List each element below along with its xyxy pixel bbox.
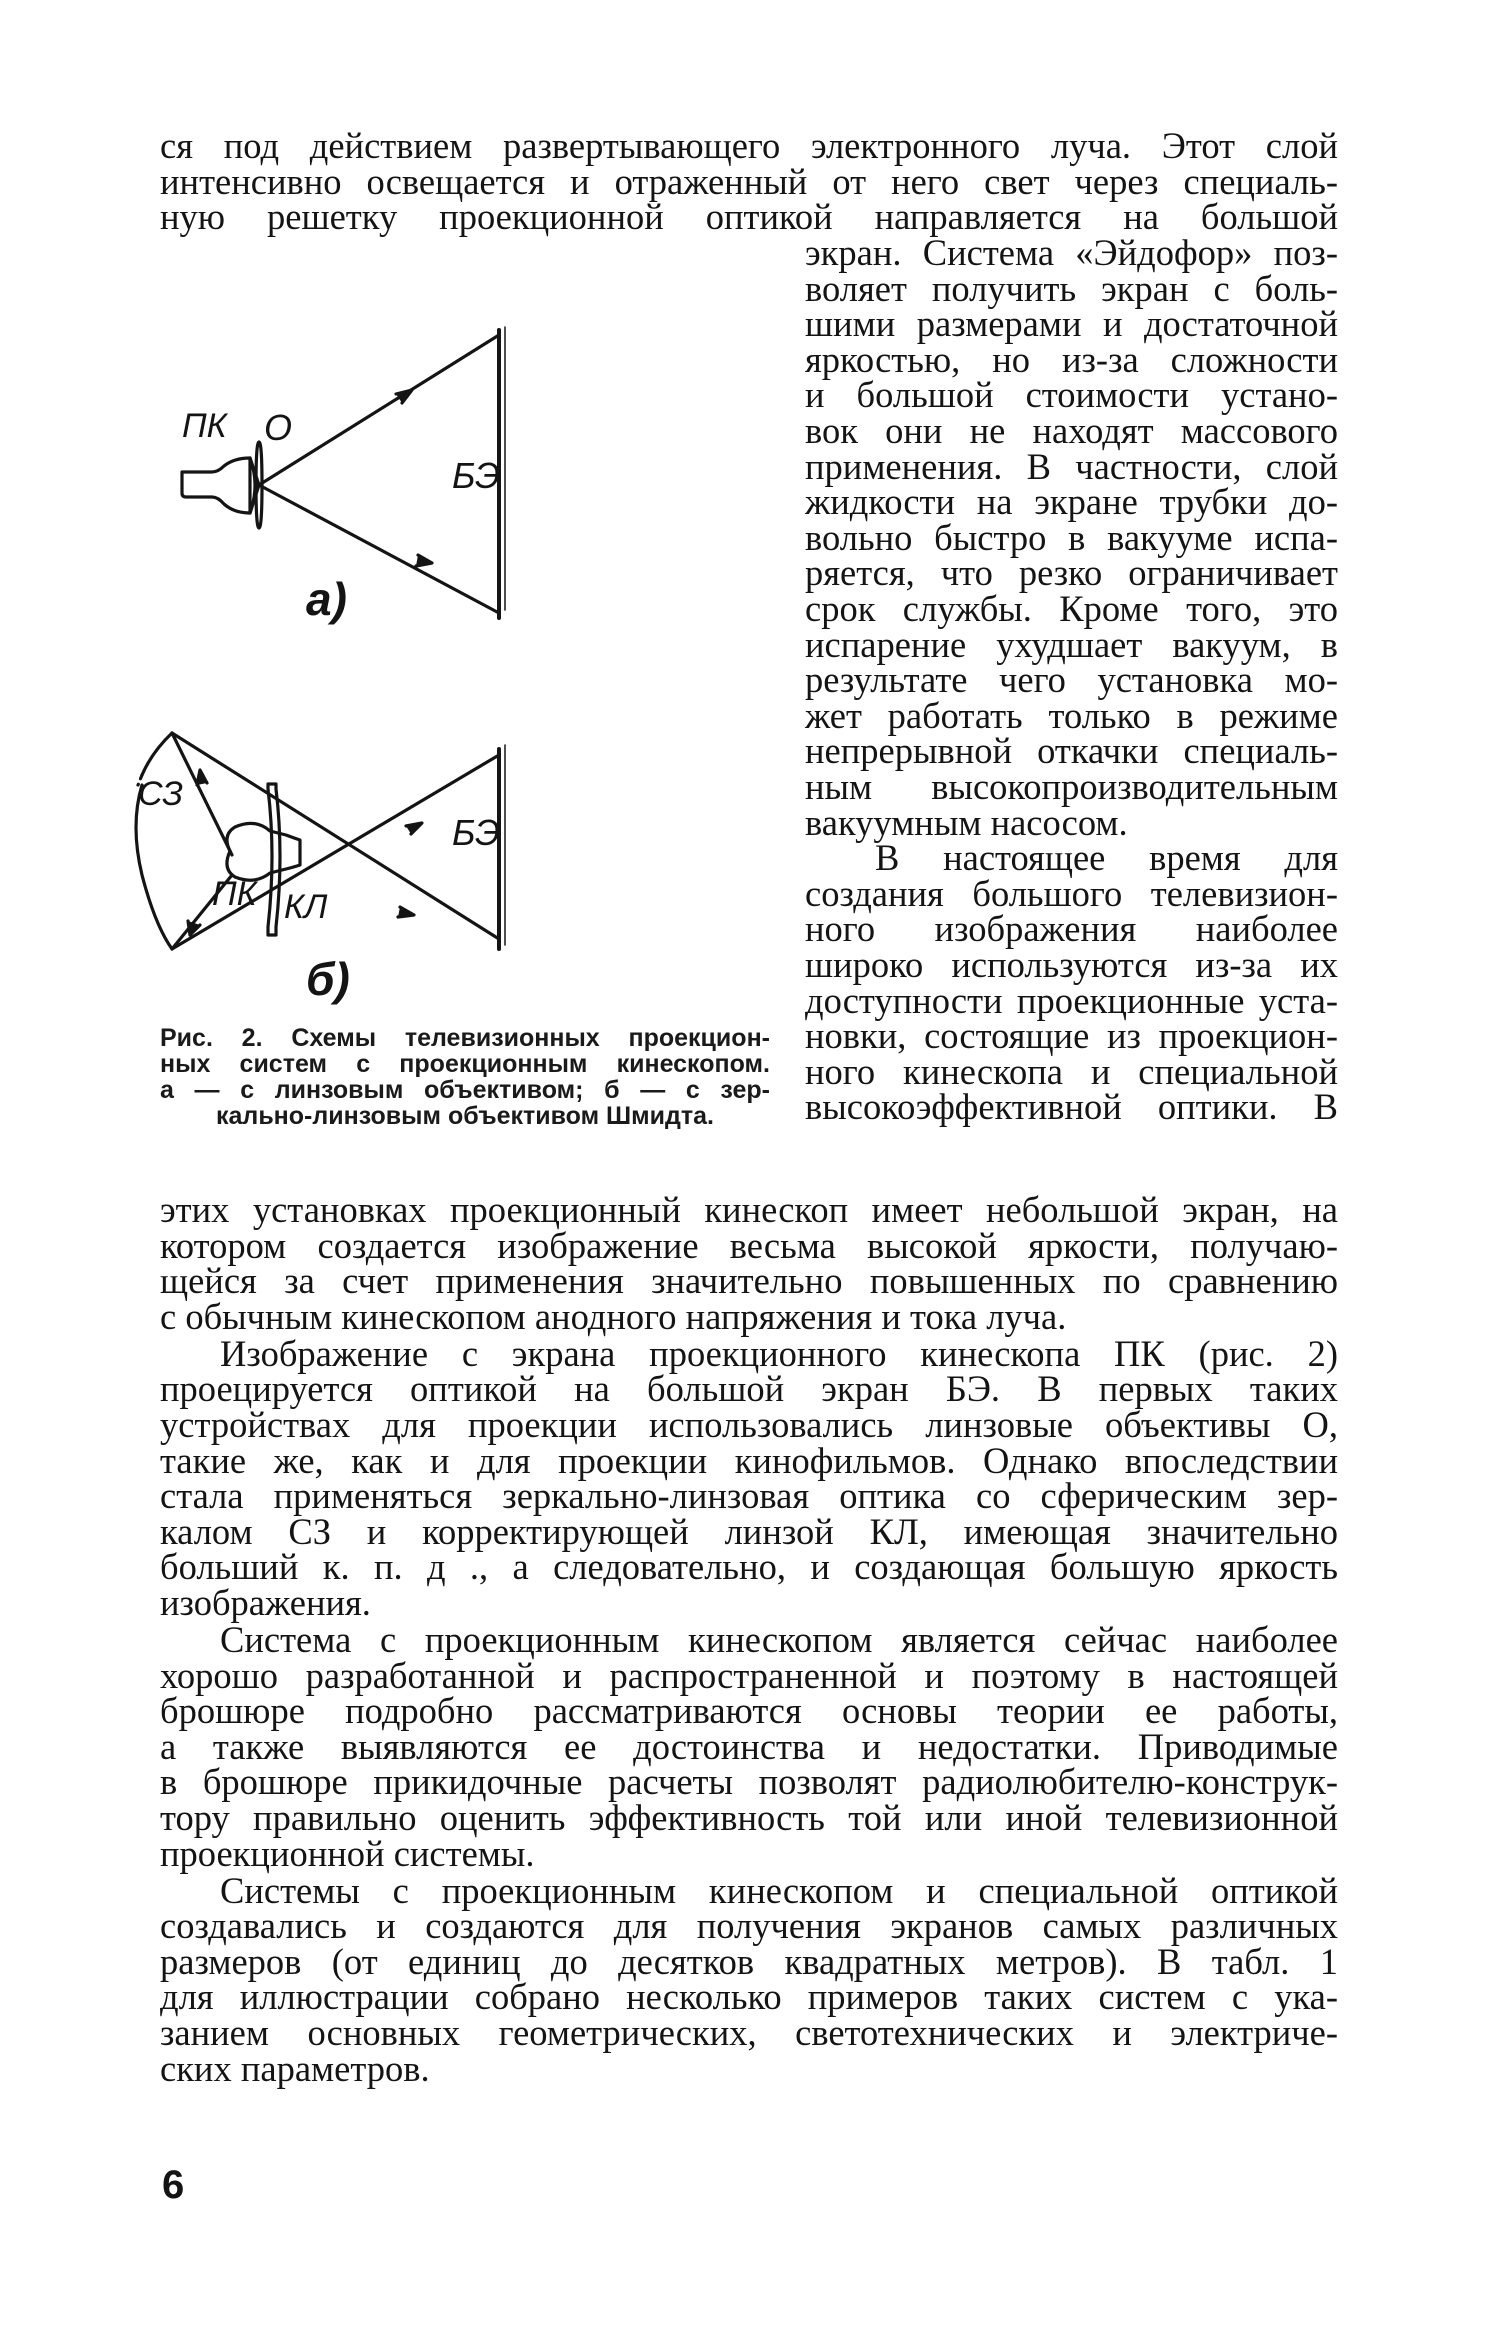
text-line: изображения.: [160, 1582, 371, 1623]
caption-line: Рис. 2. Схемы телевизионных проекцион-: [160, 1024, 770, 1052]
text-line: доступности проекционные уста-: [805, 979, 1338, 1021]
page-number: 6: [162, 2163, 185, 2207]
text-line: калом СЗ и корректирующей линзой КЛ, имеющая значительно: [160, 1510, 1338, 1552]
text-line: широко используются из-за их: [805, 944, 1338, 985]
text-line: вольно быстро в вакууме испа-: [805, 516, 1338, 558]
text-line: брошюре подробно рассматриваются основы теории ее работы,: [160, 1690, 1338, 1732]
text-line: результате чего установка мо-: [805, 659, 1338, 701]
arrow: [396, 390, 412, 403]
label-sz: СЗ: [138, 775, 184, 813]
text-line: ного кинескопа и специальной: [805, 1050, 1338, 1092]
text-line: вок они не находят массового: [805, 410, 1338, 451]
text-line: этих установках проекционный кинескоп имеет небольшой экран, на: [160, 1189, 1338, 1230]
text-line: и большой стоимости устано-: [805, 374, 1338, 416]
label-o: О: [264, 407, 293, 448]
figure-2-diagram: [138, 315, 770, 1025]
text-line: испарение ухудшает вакуум, в: [805, 623, 1338, 665]
kinescope-tube-b: [227, 823, 300, 880]
figure-caption: [160, 1025, 770, 1129]
text-line: ным высокопроизводительным: [805, 766, 1338, 807]
text-line: проекционной системы.: [160, 1832, 535, 1874]
text-line: создавались и создаются для получения экранов самых различных: [160, 1905, 1338, 1947]
text-line: ских параметров.: [160, 2047, 430, 2089]
text-line: для иллюстрации собрано несколько примеров таких систем с ука-: [160, 1976, 1338, 2018]
arrow: [416, 555, 432, 566]
text-line: стала применяться зеркально-линзовая оптика со сферическим зер-: [160, 1475, 1338, 1517]
text-line: интенсивно освещается и отраженный от него свет через специаль-: [160, 160, 1338, 202]
label-be-b: БЭ: [452, 812, 501, 853]
text-line: ного изображения наиболее: [805, 908, 1338, 950]
caption-line: кально-линзовым объективом Шмидта.: [216, 1102, 714, 1130]
label-kl: КЛ: [284, 888, 328, 926]
label-b: б): [306, 953, 350, 1005]
text-line: Система с проекционным кинескопом является сейчас наиболее: [220, 1619, 1338, 1660]
text-line: В настоящее время для: [875, 837, 1338, 879]
kinescope-tube: [182, 458, 250, 513]
text-line: срок службы. Кроме того, это: [805, 588, 1338, 629]
caption-line: ных систем с проекционным кинескопом.: [160, 1050, 770, 1078]
spherical-mirror-sz: [142, 733, 172, 775]
arrow: [197, 770, 207, 785]
text-line: вакуумным насосом.: [805, 801, 1128, 843]
text-line: проецируется оптикой на большой экран БЭ. В первых таких: [160, 1368, 1338, 1410]
text-line: высокоэффективной оптики. В: [805, 1086, 1338, 1128]
label-be-a: БЭ: [452, 455, 501, 496]
ray: [172, 755, 499, 949]
text-line: Системы с проекционным кинескопом и специальной оптикой: [220, 1869, 1338, 1911]
text-line: размеров (от единиц до десятков квадратных метров). В табл. 1: [160, 1940, 1338, 1982]
text-line: непрерывной откачки специаль-: [805, 730, 1338, 772]
text-line: шими размерами и достаточной: [805, 303, 1338, 345]
text-line: ряется, что резко ограничивает: [805, 552, 1338, 594]
text-line: создания большого телевизион-: [805, 872, 1338, 914]
text-line: ся под действием развертывающего электронного луча. Этот слой: [160, 125, 1338, 166]
caption-line: а — с линзовым объективом; б — с зер-: [160, 1076, 770, 1104]
text-line: Изображение с экрана проекционного кинескопа ПК (рис. 2): [220, 1332, 1338, 1374]
ray: [259, 485, 499, 613]
text-line: с обычным кинескопом анодного напряжения и тока луча.: [160, 1295, 1067, 1337]
text-line: а также выявляются ее достоинства и недостатки. Приводимые: [160, 1725, 1338, 1767]
text-line: воляет получить экран с боль-: [805, 267, 1338, 309]
label-pk-b: ПК: [212, 875, 257, 913]
text-line: устройствах для проекции использовались линзовые объективы О,: [160, 1404, 1338, 1445]
text-line: экран. Система «Эйдофор» поз-: [805, 232, 1338, 273]
arrow: [398, 907, 414, 917]
text-line: применения. В частности, слой: [805, 445, 1338, 487]
arrow: [406, 823, 422, 834]
text-line: новки, состоящие из проекцион-: [805, 1015, 1338, 1057]
text-line: такие же, как и для проекции кинофильмов. Однако впоследствии: [160, 1439, 1338, 1481]
correction-lens-kl: [268, 784, 280, 935]
label-a: а): [306, 573, 347, 625]
text-line: жет работать только в режиме: [805, 694, 1338, 736]
text-line: больший к. п. д ., а следовательно, и создающая большую яркость: [160, 1546, 1338, 1588]
text-line: хорошо разработанной и распространенной и поэтому в настоящей: [160, 1654, 1338, 1696]
text-line: занием основных геометрических, светотехнических и электриче-: [160, 2012, 1338, 2053]
text-line: тору правильно оценить эффективность той или иной телевизионной: [160, 1797, 1338, 1838]
text-line: ную решетку проекционной оптикой направляется на большой: [160, 196, 1338, 238]
text-line: жидкости на экране трубки до-: [805, 481, 1338, 523]
label-pk-a: ПК: [182, 407, 227, 445]
text-line: щейся за счет применения значительно повышенных по сравнению: [160, 1260, 1338, 1302]
text-line: яркостью, но из-за сложности: [805, 338, 1338, 380]
text-line: в брошюре прикидочные расчеты позволят радиолюбителю-конструк-: [160, 1761, 1338, 1803]
text-line: котором создается изображение весьма высокой яркости, получаю-: [160, 1224, 1338, 1266]
